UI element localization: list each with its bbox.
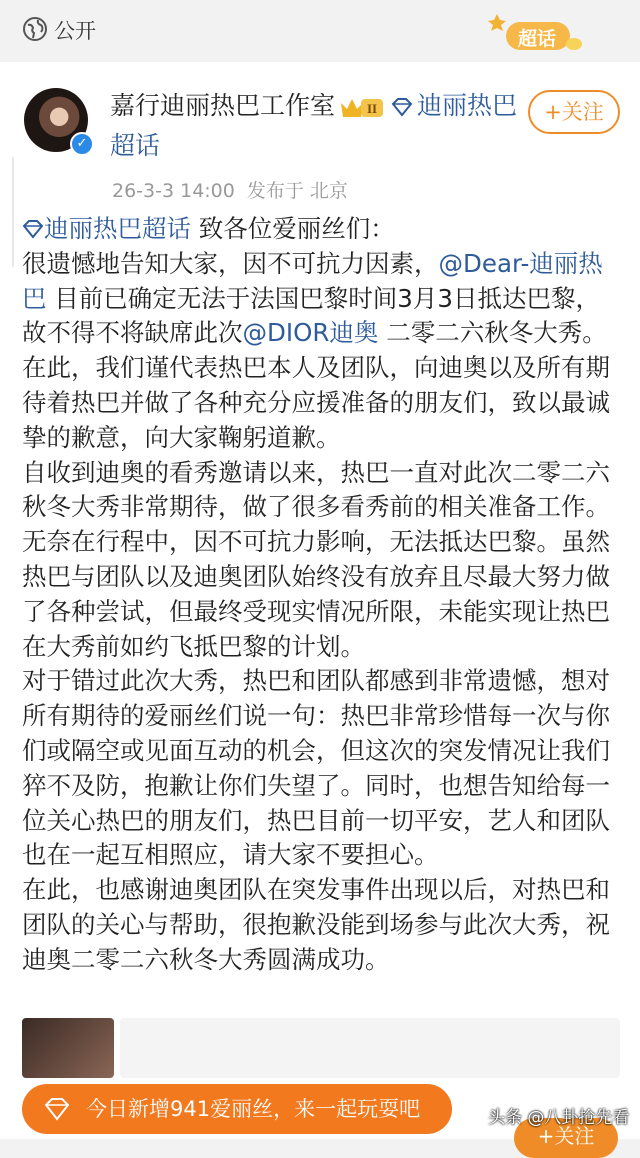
watermark: 头条 @八卦抢先看 [488, 1108, 630, 1128]
post-body [22, 212, 624, 978]
level-badge-text: II [366, 101, 378, 116]
bottom-follow-button[interactable]: +关注 [514, 1118, 618, 1158]
mention-dior[interactable]: @DIOR迪奥 [242, 318, 379, 348]
post-paragraph-1 [22, 212, 624, 456]
post-meta [112, 176, 348, 203]
topic-diamond-icon [391, 96, 413, 118]
salutation: 致各位爱丽丝们： [198, 214, 395, 243]
topic-link[interactable]: 迪丽热巴超话 [44, 214, 191, 243]
post-paragraph-4: 在此，也感谢迪奥团队在突发事件出现以后，对热巴和团队的关心与帮助，很抱歉没能到场参与此次大秀，祝迪奥二零二六秋冬大秀圆满成功。 [22, 875, 610, 974]
chaohua-badge[interactable] [488, 12, 588, 56]
paragraph-1-part-c: 二零二六秋冬大秀。在此，我们谨代表热巴本人及团队，向迪奥以及所有期待着热巴并做了各种充分应援准备的朋友们，致以最诚挚的歉意，向大家鞠躬道歉。 [22, 318, 610, 452]
globe-icon [22, 16, 48, 42]
post-paragraph-2: 自收到迪奥的看秀邀请以来，热巴一直对此次二零二六秋冬大秀非常期待，做了很多看秀前的相关准备工作。无奈在行程中，因不可抗力影响，无法抵达巴黎。虽然热巴与团队以及迪奥团队始终没有放弃且尽最大努力做了各种尝试，但最终受现实情况所限，未能实现让热巴在大秀前如约飞抵巴黎的计划。 [22, 457, 610, 661]
post-time: 26-3-3 14:00 [112, 180, 235, 202]
visibility-label: 公开 [54, 19, 96, 43]
post-card [0, 62, 640, 1139]
fan-banner[interactable] [22, 1084, 452, 1134]
post-paragraph-3: 对于错过此次大秀，热巴和团队都感到非常遗憾，想对所有期待的爱丽丝们说一句：热巴非常珍惜每一次与你们或隔空或见面互动的机会，但这次的突发情况让我们猝不及防，抱歉让你们失望了。同时，也想告知给每一位关心热巴的朋友们，热巴目前一切平安，艺人和团队也在一起互相照应，请大家不要担心。 [22, 666, 610, 870]
mention-dilireba[interactable]: @Dear-迪丽热巴 [22, 248, 603, 313]
author-line [110, 86, 520, 166]
paragraph-1-part-b: 目前已确定无法于法国巴黎时间3月3日抵达巴黎，故不得不将缺席此次 [22, 283, 600, 348]
crown-level-icon [339, 95, 385, 119]
paragraph-1-part-a: 很遗憾地告知大家，因不可抗力因素， [22, 248, 439, 278]
image-strip [120, 1018, 620, 1078]
diamond-icon [44, 1097, 70, 1121]
follow-button[interactable]: +关注 [528, 90, 620, 134]
author-topic-link[interactable]: 迪丽热巴超话 [110, 91, 518, 160]
chaohua-badge-text: 超话 [518, 28, 557, 50]
topic-diamond-icon [22, 218, 44, 240]
author-name[interactable]: 嘉行迪丽热巴工作室 [110, 91, 336, 120]
image-thumbnail[interactable] [22, 1018, 114, 1078]
verified-icon: ✓ [70, 132, 94, 156]
post-location: 发布于 北京 [246, 180, 348, 202]
fan-banner-text: 今日新增941爱丽丝，来一起玩耍吧 [86, 1097, 421, 1121]
top-bar [0, 0, 640, 62]
thread-line [12, 157, 14, 267]
